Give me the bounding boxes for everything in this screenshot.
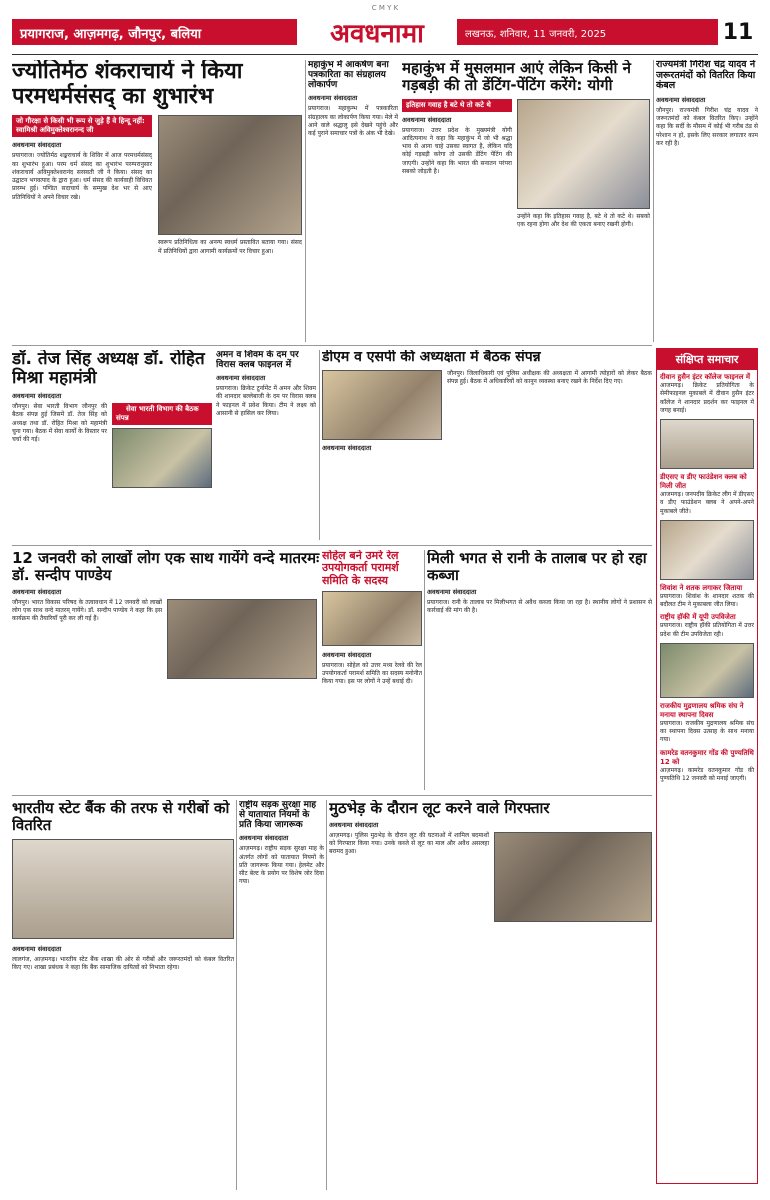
body-mahakumbh-small: प्रयागराज। महाकुम्भ में पत्रकारिता संग्रहालय का लोकार्पण किया गया। मेले में आने वाले श्रद्धालु इसे देखने पहुंचे और कई पुराने समाचार पत्रों के अंक भी देखे। — [308, 105, 398, 138]
photo-jyotirmath — [158, 115, 302, 235]
body-sohail: प्रयागराज। सोहेल को उत्तर मध्य रेलवे की रेल उपयोगकर्ता परामर्श समिति का सदस्य मनोनीत किया गया। इस पर लोगों ने उन्हें बधाई दी। — [322, 661, 422, 686]
headline-road-safety: राष्ट्रीय सड़क सुरक्षा माह से यातायात नियमों के प्रति किया जागरूक — [239, 800, 317, 831]
byline-tej-singh: अवधनामा संवाददाता — [12, 392, 62, 401]
photo-brief-2 — [660, 520, 754, 580]
byline-dm-sp: अवधनामा संवाददाता — [322, 443, 372, 452]
byline-cricket: अवधनामा संवाददाता — [216, 374, 266, 383]
body2-jyotirmath: स्वरूप प्रतिनिधित्व का अनन्य स्वधर्म प्रस्तावित बताया गया। संसद में प्रतिनिधियों द्वारा आगामी कार्यक्रमों पर विचार हुआ। — [158, 239, 302, 255]
photo-brief-3 — [660, 643, 754, 698]
photo-sbi — [12, 839, 234, 939]
headline-cricket: अमन व शिवम के दम पर विरास क्लब फाइनल में — [216, 350, 299, 371]
byline-rani-talab: अवधनामा संवाददाता — [427, 587, 477, 596]
headline-rani-talab: मिली भगत से रानी के तालाब पर हो रहा कब्जा — [427, 550, 647, 584]
body-tej-singh: जौनपुर। सेवा भारती विभाग जौनपुर की बैठक संपन्न हुई जिसमें डॉ. तेज सिंह को अध्यक्ष तथा डॉ. रोहित मिश्रा को महामंत्री चुना गया। बैठक में सेवा कार्यों के विस्तार पर चर्चा की गई। — [12, 403, 108, 444]
byline-mahakumbh-small: अवधनामा संवाददाता — [308, 94, 358, 103]
photo-dm-sp — [322, 370, 442, 440]
brief-item-body: आजमगढ़। जनपदीय क्रिकेट लीग में डीएसए व डीए फाउंडेशन क्लब ने अपने-अपने मुकाबले जीते। — [660, 491, 754, 515]
byline-girish: अवधनामा संवाददाता — [656, 95, 706, 104]
col-rule — [424, 550, 425, 790]
row-rule — [12, 545, 652, 546]
brief-item-title: डीएसए व डीए फाउंडेशन क्लब को मिली जीत — [660, 473, 747, 491]
body-dm-sp: जौनपुर। जिलाधिकारी एवं पुलिस अधीक्षक की अध्यक्षता में आगामी त्योहारों को लेकर बैठक संपन्न हुई। बैठक में अधिकारियों को कानून व्यवस्था बनाए रखने के निर्देश दिए गए। — [447, 369, 652, 385]
brief-item-title: राजकीय मुद्रणालय श्रमिक संघ ने मनाया स्थापना दिवस — [660, 701, 744, 719]
headline-tej-singh: डॉ. तेज सिंह अध्यक्ष डॉ. रोहित मिश्रा महामंत्री — [12, 350, 205, 389]
callout-yogi: इतिहास गवाह है बटे थे तो कटे थे — [402, 99, 512, 112]
body2-yogi: उन्होंने कहा कि इतिहास गवाह है, बटे थे तो कटे थे। सबको एक रहना होगा और देश की एकता बनाए रखनी होगी। — [517, 212, 650, 228]
col-rule — [305, 60, 306, 342]
byline-sbi: अवधनामा संवाददाता — [12, 944, 62, 953]
byline-sohail: अवधनामा संवाददाता — [322, 650, 372, 659]
headline-girish: राज्यमंत्री गिरीश चंद्र यादव ने जरूरतमंदों को वितरित किया कंबल — [656, 60, 756, 92]
article-mahakumbh-small — [308, 60, 398, 340]
photo-encounter — [494, 832, 652, 922]
headline-encounter: मुठभेड़ के दौरान लूट करने वाले गिरफ्तार — [329, 800, 550, 817]
body-jyotirmath: प्रयागराज। ज्योतिर्मठ शङ्कराचार्य के शिविर में आज परमधर्मसंसद् का शुभारंभ हुआ। परम धर्म संसद का शुभारंभ परम्परानुसार शंकराचार्य अविमुक्तेश्वरानंद सरस्वती जी ने किया। संसद का उद्घाटन भगवत्पाद के द्वारा हुआ। धर्म संसद की कार्यवाही विधिवत प्रारम्भ हुई। पण्डित सदाचार्य के सम्मुख देश भर से आए प्रतिनिधियों ने अपने विचार रखे। — [12, 152, 152, 201]
byline-road-safety: अवधनामा संवाददाता — [239, 834, 289, 843]
photo-brief-1 — [660, 419, 754, 469]
col-rule — [653, 60, 654, 342]
body-rani-talab: प्रयागराज। रानी के तालाब पर मिलीभगत से अवैध कब्जा किया जा रहा है। स्थानीय लोगों ने प्रशासन से कार्रवाई की मांग की है। — [427, 598, 652, 614]
headline-dm-sp: डीएम व एसपी की अध्यक्षता में बैठक संपन्न — [322, 350, 541, 365]
byline-yogi: अवधनामा संवाददाता — [402, 115, 452, 124]
masthead-rule — [12, 54, 758, 55]
page-number: 11 — [722, 19, 754, 45]
article-jyotirmath — [12, 60, 302, 401]
headline-sbi: भारतीय स्टेट बैंक की तरफ से गरीबों को वितरित — [12, 800, 230, 834]
masthead-dateline: लखनऊ, शनिवार, 11 जनवरी, 2025 — [457, 19, 718, 45]
article-rani-talab — [427, 550, 652, 790]
article-sohail — [322, 550, 422, 790]
brief-item-body: आजमगढ़। क्रिकेट प्रतियोगिता के सेमीफाइनल मुकाबले में दीवान हुसैन इंटर कॉलेज ने शानदार प्रदर्शन कर फाइनल में जगह बनाई। — [660, 382, 754, 414]
quote-jyotirmath: जो गौरक्षा से किसी भी रूप से जुड़े हैं वे हिन्दू नहीं: स्वामिश्री अविमुक्तेश्वरानन्द जी — [12, 115, 152, 137]
col-rule — [326, 800, 327, 1190]
callout-tej-singh-text: सेवा भारती विभाग की बैठक संपन्न — [116, 405, 199, 423]
article-encounter — [329, 800, 652, 1190]
byline-encounter: अवधनामा संवाददाता — [329, 820, 379, 829]
brief-item-body: आज़मगढ़। कामरेड वतनकुमार गोंड की पुण्यतिथि 12 जनवरी को मनाई जाएगी। — [660, 766, 754, 782]
brief-item-title: कामरेड वतनकुमार गोंड की पुण्यतिथि 12 को — [660, 748, 754, 766]
brief-item-title: शिवांश ने शतक लगाकर जिताया — [660, 583, 743, 592]
article-sbi — [12, 800, 234, 1190]
byline-jyotirmath: अवधनामा संवाददाता — [12, 141, 62, 150]
photo-yogi — [517, 99, 650, 209]
article-yogi — [402, 60, 650, 340]
article-dm-sp — [322, 350, 652, 540]
body-encounter: आज़मगढ़। पुलिस मुठभेड़ के दौरान लूट की घटनाओं में शामिल बदमाशों को गिरफ्तार किया गया। उनके कब्जे से लूट का माल और अवैध असलहा बरामद हुआ। — [329, 831, 489, 856]
body-cricket: प्रयागराज। क्रिकेट टूर्नामेंट में अमन और शिवम की शानदार बल्लेबाजी के दम पर विरास क्लब ने फाइनल में प्रवेश किया। टीम ने लक्ष्य को आसानी से हासिल कर लिया। — [216, 385, 316, 417]
byline-vande-mataram: अवधनामा संवाददाता — [12, 587, 62, 596]
photo-vande-mataram — [167, 599, 317, 679]
bullet-icon — [116, 406, 123, 413]
brief-news-heading: संक्षिप्त समाचार — [657, 349, 757, 370]
article-road-safety — [239, 800, 324, 1190]
body-girish: जौनपुर। राज्यमंत्री गिरीश चंद्र यादव ने जरूरतमंदों को कंबल वितरित किए। उन्होंने कहा कि सर्दी के मौसम में कोई भी गरीब ठंड से परेशान न हो, इसके लिए सरकार लगातार काम कर रही है। — [656, 106, 758, 147]
body-yogi: प्रयागराज। उत्तर प्रदेश के मुख्यमंत्री योगी आदित्यनाथ ने कहा कि महाकुंभ में जो भी श्रद्धा भाव से आना चाहे उसका स्वागत है, लेकिन यदि कोई गड़बड़ी करेगा तो उसकी डेंटिंग पेंटिंग की जाएगी। उन्होंने कहा कि भारत की सनातन परंपरा सबको जोड़ती है। — [402, 126, 512, 175]
brief-item-title: दीवान हुसैन इंटर कॉलेज फाइनल में — [660, 373, 751, 381]
headline-mahakumbh-small: महाकुंभ में आकर्षण बना पत्रकारिता का संग्रहालय लोकार्पण — [308, 60, 389, 91]
article-cricket — [216, 350, 316, 540]
brief-item-title: राष्ट्रीय हॉकी में यूपी उपविजेता — [660, 613, 736, 622]
callout-tej-singh — [112, 403, 212, 425]
row-rule — [12, 345, 652, 346]
masthead-cities: प्रयागराज, आज़मगढ़, जौनपुर, बलिया — [12, 19, 297, 45]
article-girish — [656, 60, 758, 340]
body-road-safety: आज़मगढ़। राष्ट्रीय सड़क सुरक्षा माह के अंतर्गत लोगों को यातायात नियमों के प्रति जागरूक किया गया। हेलमेट और सीट बेल्ट के प्रयोग पर विशेष जोर दिया गया। — [239, 845, 324, 886]
brief-item-body: प्रयागराज। शिवांश के शानदार शतक की बदौलत टीम ने मुकाबला जीत लिया। — [660, 592, 754, 609]
article-vande-mataram — [12, 550, 320, 790]
body-sbi: लालगंज, आज़मगढ़। भारतीय स्टेट बैंक शाखा की ओर से गरीबों और जरूरतमंदों को कंबल वितरित किए गए। शाखा प्रबंधक ने कहा कि बैंक सामाजिक दायित्वों को निभाता रहेगा। — [12, 955, 234, 971]
headline-yogi: महाकुंभ में मुसलमान आएं लेकिन किसी ने गड़बड़ी की तो डेंटिंग-पेंटिंग करेंगे: योगी — [402, 60, 631, 94]
body-vande-mataram: जौनपुर। भारत विकास परिषद के तत्वावधान में 12 जनवरी को लाखों लोग एक साथ वन्दे मातरम् गायेंगे। डॉ. सन्दीप पाण्डेय ने कहा कि इस कार्यक्रम की तैयारियाँ पूरी कर ली गई हैं। — [12, 598, 162, 623]
brief-item-body: प्रयागराज। राष्ट्रीय हॉकी प्रतियोगिता में उत्तर प्रदेश की टीम उपविजेता रही। — [660, 622, 754, 638]
print-color-marks: C M Y K — [371, 4, 399, 12]
article-tej-singh — [12, 350, 212, 540]
col-rule — [319, 350, 320, 540]
row-rule — [12, 795, 652, 796]
headline-vande-mataram: 12 जनवरी को लाखों लोग एक साथ गायेंगे वन्दे मातरमः डॉ. सन्दीप पाण्डेय — [12, 550, 320, 584]
col-rule — [236, 800, 237, 1190]
photo-tej-singh — [112, 428, 212, 488]
brief-item-body: प्रयागराज। राजकीय मुद्रणालय श्रमिक संघ का स्थापना दिवस उत्साह के साथ मनाया गया। — [660, 719, 754, 744]
headline-jyotirmath: ज्योतिर्मठ शंकराचार्य ने किया परमधर्मसंसद् का शुभारंभ — [12, 60, 243, 109]
newspaper-logo: अवधनामा — [330, 19, 424, 49]
photo-sohail — [322, 591, 422, 646]
masthead — [12, 14, 758, 50]
brief-news-sidebar — [656, 348, 758, 1184]
headline-sohail: सोहेल बने उमरे रेल उपयोगकर्ता परामर्श समिति के सदस्य — [322, 550, 399, 587]
